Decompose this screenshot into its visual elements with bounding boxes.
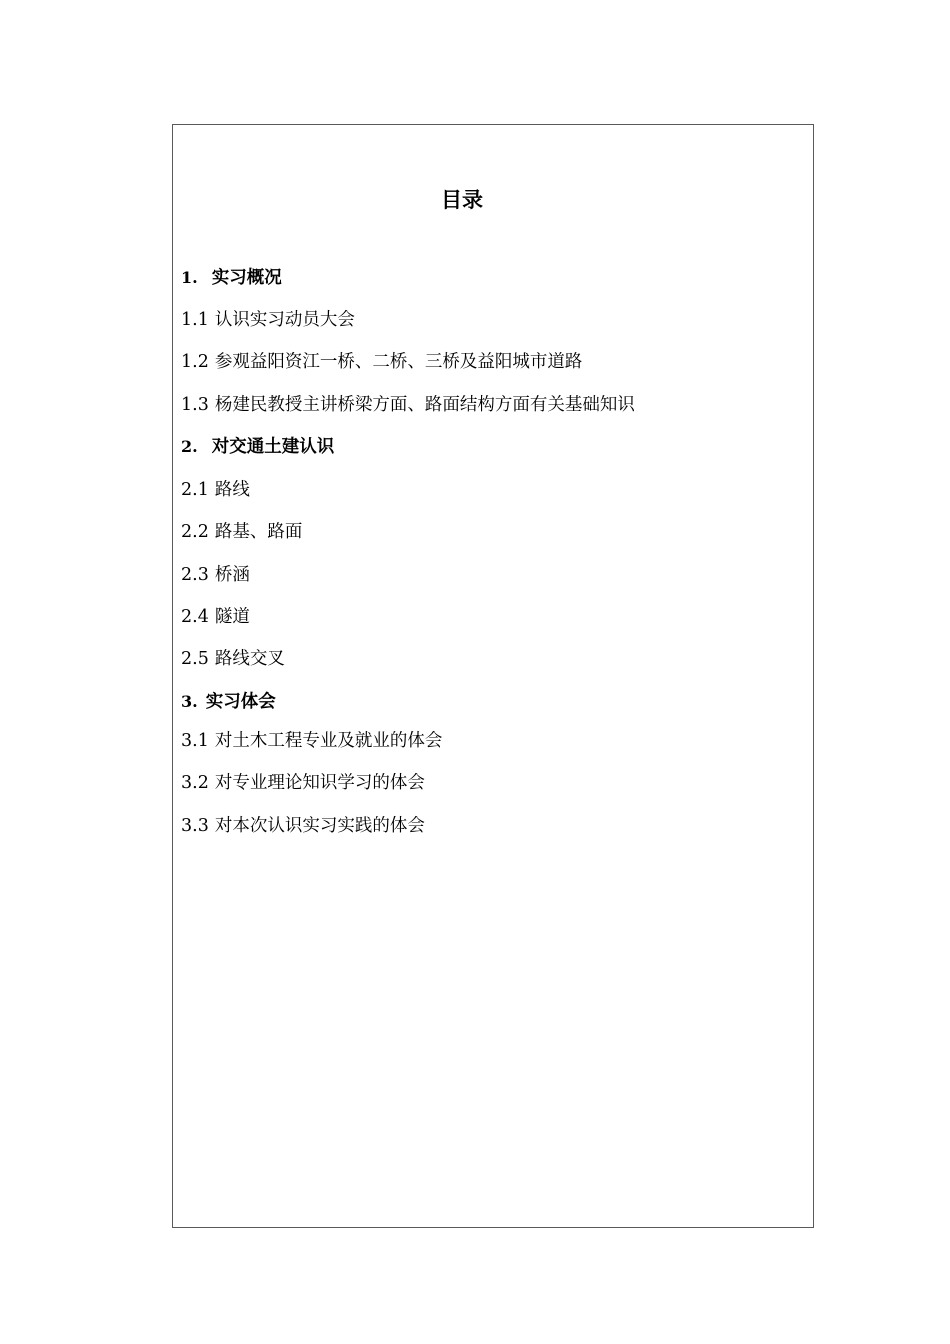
toc-entry-3-2[interactable] <box>181 771 425 795</box>
toc-number: 2. <box>181 437 198 456</box>
toc-text: 路基、路面 <box>214 522 303 542</box>
toc-number: 1.1 <box>181 310 209 330</box>
toc-entry-3-3[interactable] <box>181 814 425 838</box>
toc-entry-2-5[interactable] <box>181 647 285 671</box>
toc-text: 隧道 <box>214 607 250 627</box>
toc-text: 对专业理论知识学习的体会 <box>214 773 425 793</box>
toc-text: 桥涵 <box>214 565 250 585</box>
toc-entry-1-3[interactable] <box>181 393 635 417</box>
toc-number: 2.3 <box>181 565 209 585</box>
toc-text: 杨建民教授主讲桥梁方面、路面结构方面有关基础知识 <box>214 395 635 415</box>
toc-entry-2-3[interactable] <box>181 563 250 587</box>
toc-entry-2-1[interactable] <box>181 478 250 502</box>
toc-number: 2.1 <box>181 480 209 500</box>
toc-entry-2-4[interactable] <box>181 605 250 629</box>
toc-text: 实习体会 <box>205 692 276 712</box>
toc-text: 对土木工程专业及就业的体会 <box>214 731 443 751</box>
toc-text: 对交通土建认识 <box>211 437 335 457</box>
toc-section-1[interactable] <box>181 266 282 290</box>
toc-text: 对本次认识实习实践的体会 <box>214 816 425 836</box>
toc-number: 2.4 <box>181 607 209 627</box>
page-title: 目录 <box>441 187 483 212</box>
toc-section-3[interactable] <box>181 690 276 714</box>
toc-text: 路线 <box>214 480 250 500</box>
toc-text: 认识实习动员大会 <box>214 310 355 330</box>
toc-number: 2.5 <box>181 649 209 669</box>
toc-entry-1-1[interactable] <box>181 308 355 332</box>
toc-text: 路线交叉 <box>214 649 285 669</box>
toc-number: 3.1 <box>181 731 209 751</box>
toc-entry-1-2[interactable] <box>181 350 582 374</box>
toc-number: 2.2 <box>181 522 209 542</box>
toc-number: 3. <box>181 692 198 711</box>
toc-text: 参观益阳资江一桥、二桥、三桥及益阳城市道路 <box>214 352 583 372</box>
toc-number: 1.2 <box>181 352 209 372</box>
toc-number: 3.3 <box>181 816 209 836</box>
toc-entry-3-1[interactable] <box>181 729 442 753</box>
toc-number: 1.3 <box>181 395 209 415</box>
toc-text: 实习概况 <box>211 268 282 288</box>
toc-entry-2-2[interactable] <box>181 520 302 544</box>
toc-number: 3.2 <box>181 773 209 793</box>
toc-number: 1. <box>181 268 198 287</box>
toc-section-2[interactable] <box>181 435 334 459</box>
